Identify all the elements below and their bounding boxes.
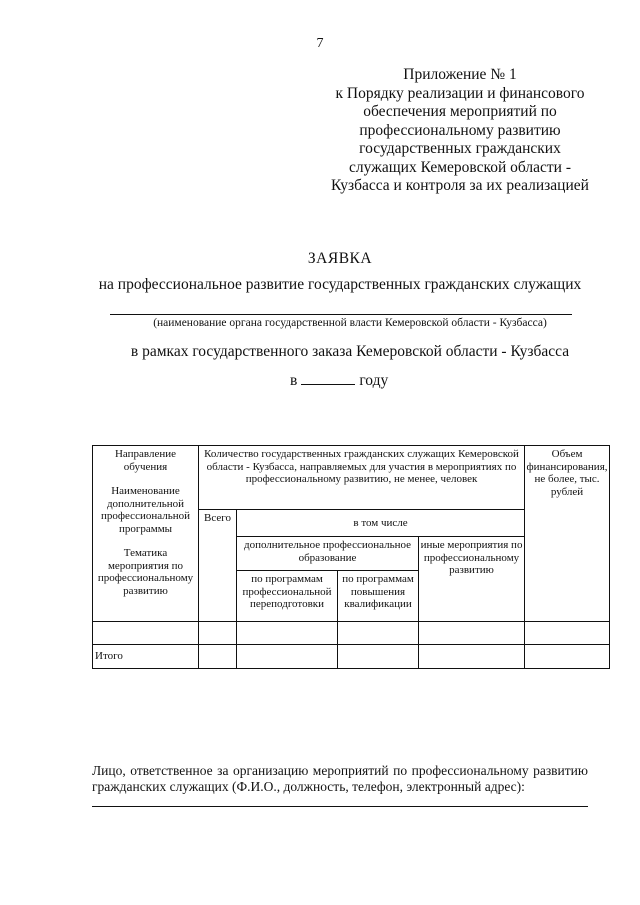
- responsible-person-text: Лицо, ответственное за организацию мероприятий по профессиональному развитию гражданских служащих (Ф.И.О., должность, телефон, электронный адрес):: [92, 763, 588, 794]
- table-cell: [338, 622, 419, 645]
- program-name-label: Наименование дополнительной профессиональной программы: [101, 485, 190, 535]
- table-cell: [419, 622, 525, 645]
- appendix-line: обеспечения мероприятий по: [363, 103, 557, 120]
- document-subtitle: на профессиональное развитие государственных гражданских служащих: [98, 276, 582, 293]
- table-cell: [419, 645, 525, 669]
- qualification-header: по программам повышения квалификации: [338, 571, 419, 622]
- appendix-line: Кузбасса и контроля за их реализацией: [331, 177, 589, 194]
- appendix-block: [315, 66, 605, 196]
- table-cell: [338, 645, 419, 669]
- document-title: ЗАЯВКА: [307, 250, 373, 267]
- table-cell: [237, 622, 338, 645]
- table-cell: [199, 645, 237, 669]
- retraining-header: по программам профессиональной переподготовки: [237, 571, 338, 622]
- appendix-line: профессиональному развитию: [359, 121, 561, 139]
- responsible-fill-line: [92, 806, 588, 807]
- other-events-header: иные мероприятия по профессиональному развитию: [419, 537, 525, 622]
- table-cell: [199, 622, 237, 645]
- quantity-header: Количество государственных гражданских служащих Кемеровской области - Кузбасса, направляемых для участия в мероприятиях по профессиональному развитию, не менее, человек: [199, 446, 525, 510]
- appendix-line: к Порядку реализации и финансового: [335, 84, 585, 102]
- request-table: [92, 445, 610, 669]
- total-row-label: Итого: [93, 645, 199, 669]
- table-cell: [237, 645, 338, 669]
- appendix-line: Приложение № 1: [403, 66, 517, 83]
- year-line: [290, 370, 388, 390]
- direction-label: Направление обучения: [114, 448, 177, 473]
- table-row: [93, 622, 610, 645]
- state-order-line: в рамках государственного заказа Кемеровской области - Кузбасса: [130, 343, 570, 360]
- table-cell: [525, 645, 610, 669]
- total-header: Всего: [199, 510, 237, 622]
- table-cell: [93, 622, 199, 645]
- table-cell: [525, 622, 610, 645]
- including-header: в том числе: [237, 510, 525, 537]
- funding-header: Объем финансирования, не более, тыс. рублей: [525, 446, 610, 622]
- year-blank: [301, 370, 355, 385]
- total-row: [93, 645, 610, 669]
- appendix-line: служащих Кемеровской области -: [348, 158, 572, 176]
- event-topic-label: Тематика мероприятия по профессиональному развитию: [97, 547, 194, 597]
- page-number: 7: [316, 36, 324, 51]
- organization-caption: (наименование органа государственной власти Кемеровской области - Кузбасса): [153, 317, 547, 329]
- organization-fill-line: [110, 314, 572, 315]
- additional-education-header: дополнительное профессиональное образование: [237, 537, 419, 571]
- year-prefix: в: [290, 372, 298, 389]
- year-suffix: году: [359, 372, 389, 389]
- direction-header-cell: [93, 446, 199, 622]
- appendix-line: государственных гражданских: [359, 140, 561, 157]
